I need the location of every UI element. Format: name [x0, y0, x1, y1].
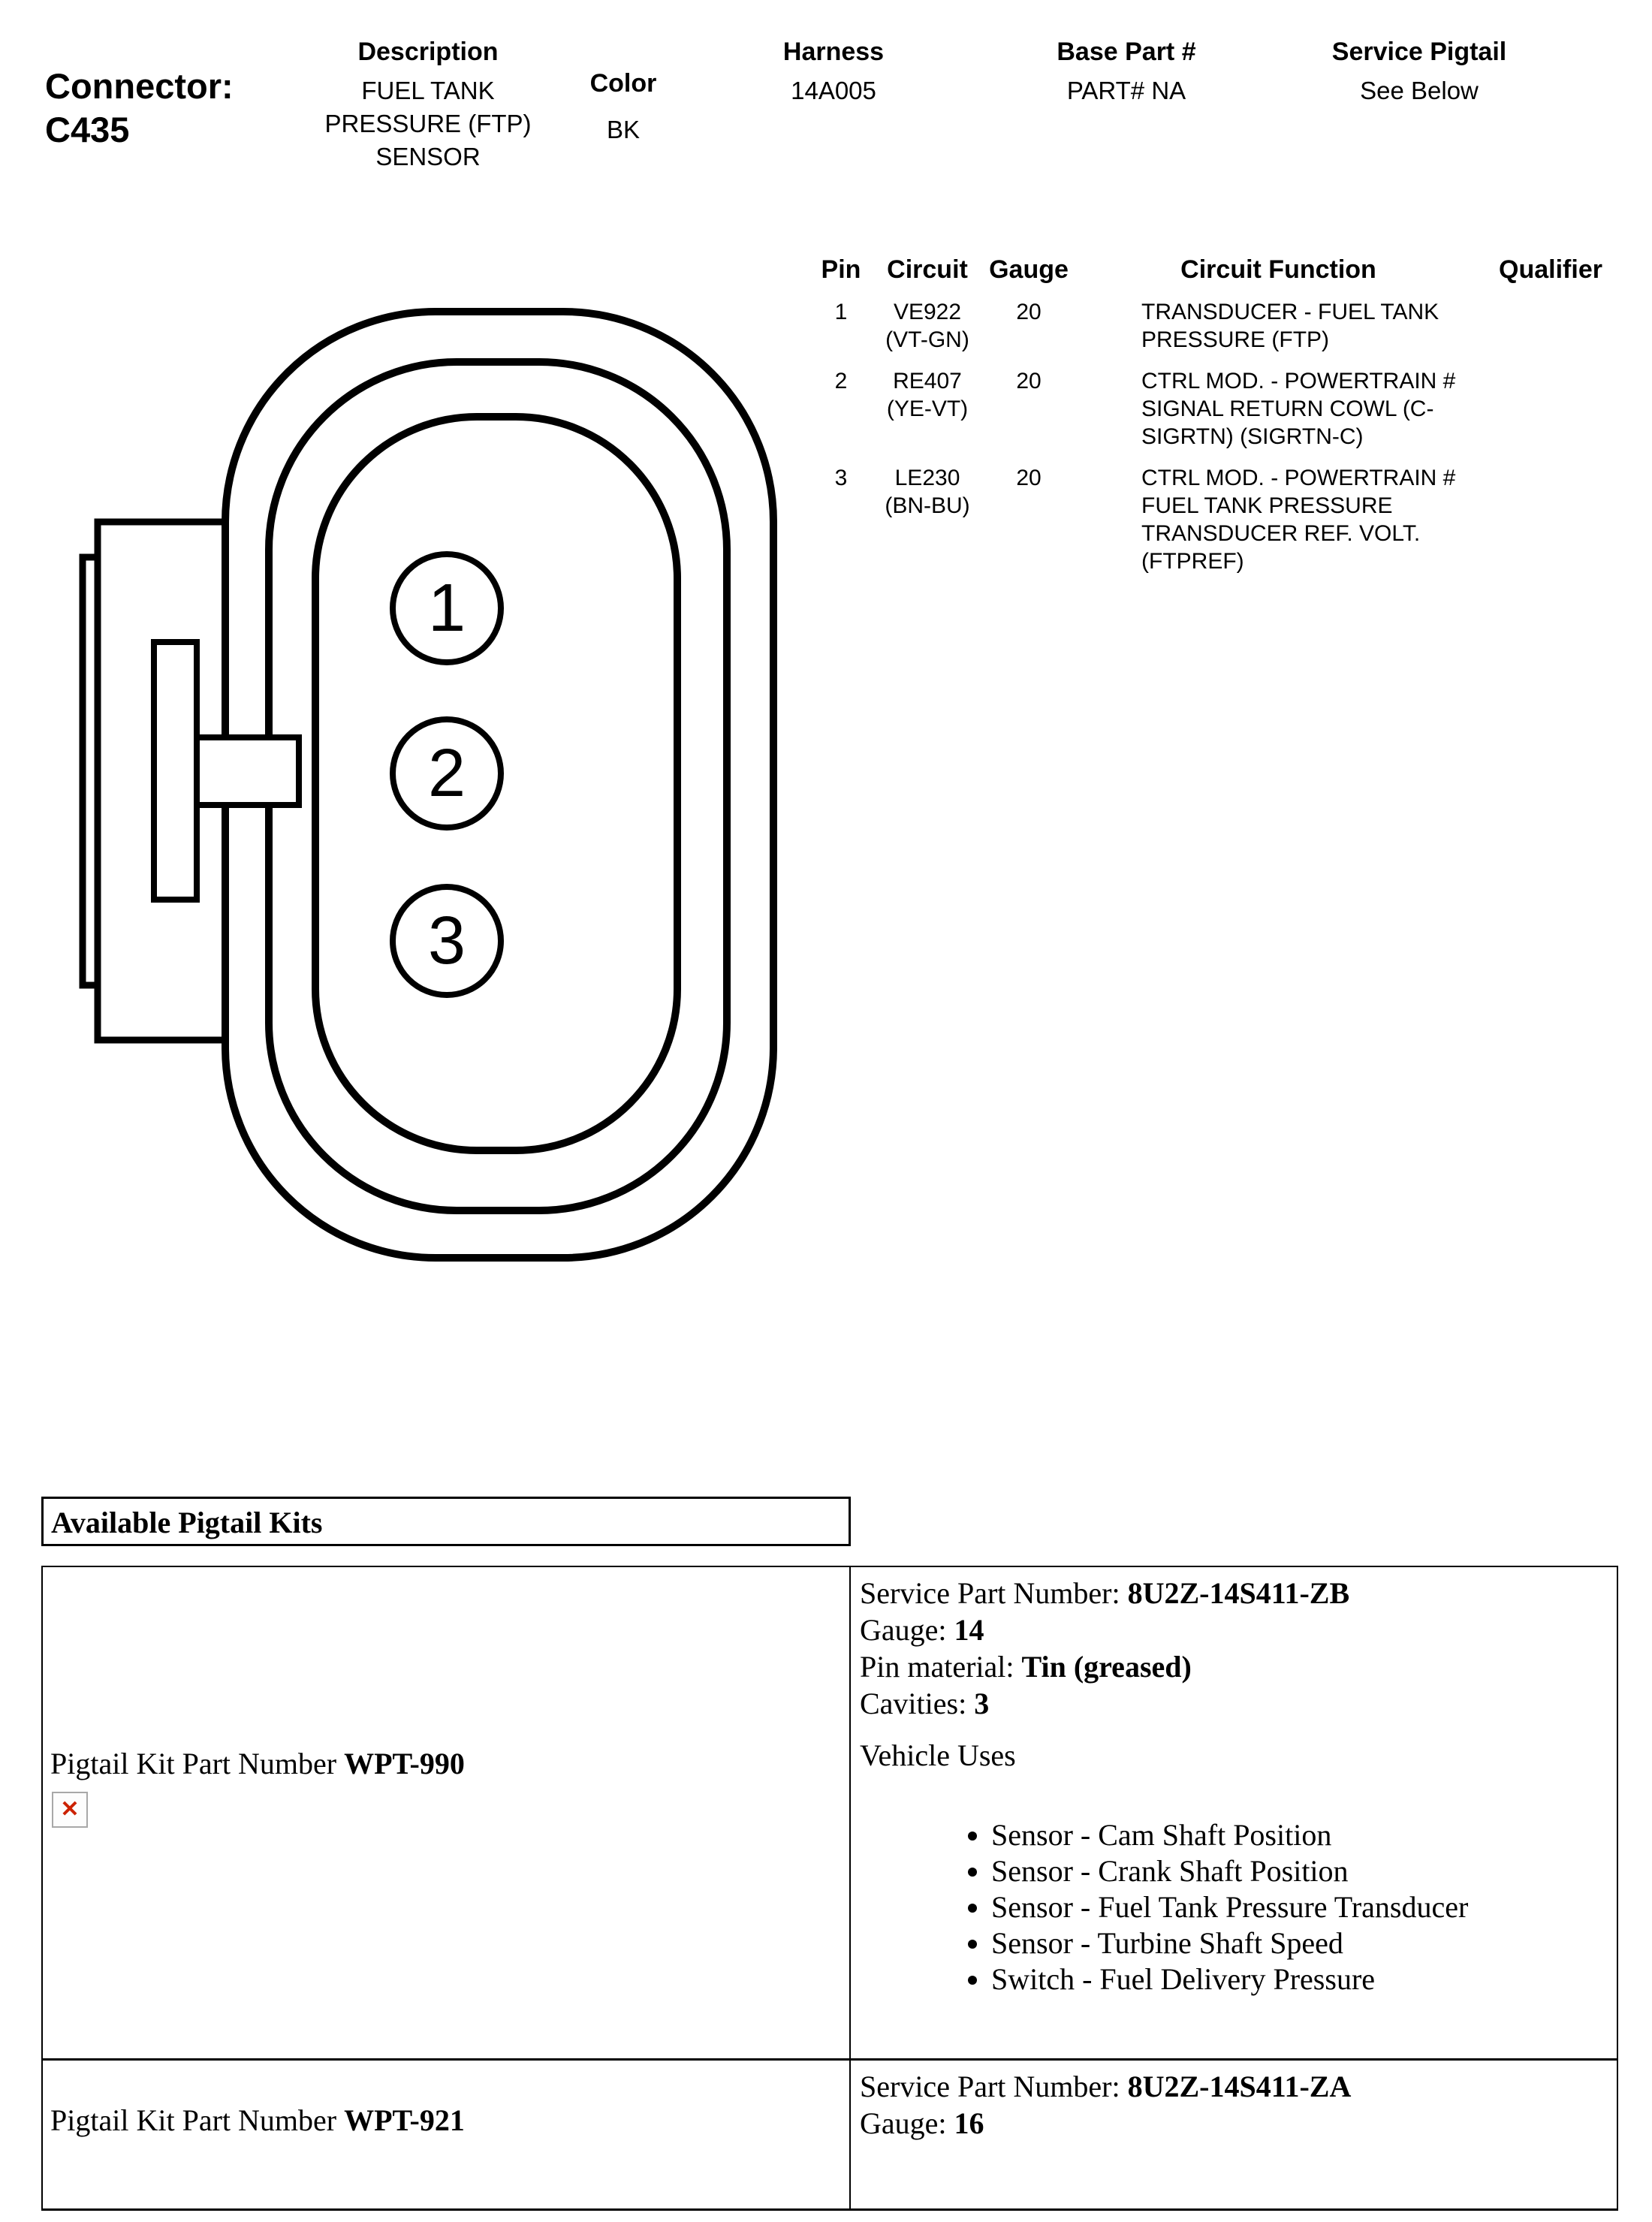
pigtail-kit-details: [851, 1567, 1617, 2058]
pin-3-label: 3: [427, 903, 466, 978]
gauge-value: 20: [1016, 466, 1042, 490]
pin-number: 2: [834, 369, 848, 393]
pigtail-kit-row: [43, 2061, 1617, 2211]
available-pigtail-kits-title: Available Pigtail Kits: [41, 1497, 851, 1546]
circuit-id: RE407: [893, 369, 962, 393]
header-col-description: [319, 38, 537, 173]
color-value: BK: [606, 116, 641, 143]
harness-label: Harness: [782, 38, 885, 66]
connector-diagram: [75, 289, 796, 1273]
lock-slot-vertical: [154, 642, 197, 900]
header-col-base-part: [1021, 38, 1231, 107]
circuit-color-code: (YE-VT): [886, 396, 969, 421]
connector-label: Connector:: [45, 66, 234, 106]
vehicle-use-item: • Switch - Fuel Delivery Pressure: [991, 1961, 1602, 1997]
cavities-value: 3: [974, 1687, 990, 1720]
base-part-value: PART# NA: [1066, 77, 1186, 104]
service-part-number-value: 8U2Z-14S411-ZA: [1127, 2070, 1352, 2103]
pigtail-kit-part-number: [50, 1746, 465, 1828]
description-label: Description: [357, 38, 499, 66]
header-col-color: [559, 69, 687, 146]
pin-table-row: [815, 464, 1618, 575]
pigtail-kit-part-value: WPT-990: [344, 1747, 465, 1780]
circuit-header: Circuit: [887, 255, 968, 284]
pigtail-kit-part-number: [50, 2103, 465, 2138]
service-pigtail-label: Service Pigtail: [1331, 38, 1507, 66]
circuit-function: CTRL MOD. - POWERTRAIN # FUEL TANK PRESSURE TRANSDUCER REF. VOLT. (FTPREF): [1141, 466, 1456, 574]
vehicle-use-item: • Sensor - Cam Shaft Position: [991, 1817, 1602, 1853]
harness-value: 14A005: [791, 77, 876, 104]
connector-face-svg: [75, 289, 796, 1273]
circuit-cell: [867, 367, 987, 423]
circuit-id: LE230: [894, 466, 960, 490]
base-part-label: Base Part #: [1057, 38, 1196, 66]
pin-number: 3: [834, 466, 848, 490]
vehicle-use-item: • Sensor - Turbine Shaft Speed: [991, 1925, 1602, 1961]
broken-image-icon: [52, 1792, 88, 1828]
pin-table-header: [815, 255, 1618, 285]
gauge-label: Gauge:: [860, 2106, 947, 2140]
circuit-color-code: (VT-GN): [885, 327, 969, 352]
connector-id: C435: [45, 110, 130, 149]
gauge-label: Gauge:: [860, 1613, 947, 1647]
service-part-number-label: Service Part Number:: [860, 2070, 1120, 2103]
pigtail-kit-part-value: WPT-921: [344, 2103, 465, 2137]
circuit-function: TRANSDUCER - FUEL TANK PRESSURE (FTP): [1141, 300, 1439, 352]
header-col-service-pigtail: [1299, 38, 1539, 107]
gauge-value: 20: [1016, 369, 1042, 393]
circuit-cell: [867, 464, 987, 520]
connector-title: [45, 65, 234, 152]
broken-image-x-glyph: ✕: [60, 1797, 80, 1822]
pin-table-row: [815, 367, 1618, 451]
pin-material-label: Pin material:: [860, 1650, 1014, 1684]
service-part-number-label: Service Part Number:: [860, 1576, 1120, 1610]
description-value: FUEL TANK PRESSURE (FTP) SENSOR: [324, 77, 532, 170]
vehicle-use-item: • Sensor - Crank Shaft Position: [991, 1853, 1602, 1889]
service-pigtail-value: See Below: [1360, 77, 1479, 104]
service-part-number-line: [860, 2068, 1602, 2105]
pin-table: [815, 255, 1618, 575]
circuit-color-code: (BN-BU): [885, 493, 970, 518]
service-part-number-line: [860, 1575, 1602, 1611]
gauge-value: 20: [1016, 300, 1042, 324]
color-label: Color: [589, 69, 657, 98]
circuit-cell: [867, 298, 987, 354]
pin-table-row: [815, 298, 1618, 354]
circuit-function-header: Circuit Function: [1180, 255, 1376, 284]
cavities-label: Cavities:: [860, 1687, 967, 1720]
pigtail-kit-part-label: Pigtail Kit Part Number: [50, 1747, 337, 1780]
gauge-value: 16: [954, 2106, 984, 2140]
pin-2-label: 2: [427, 736, 466, 811]
circuit-function: CTRL MOD. - POWERTRAIN # SIGNAL RETURN COWL (C-SIGRTN) (SIGRTN-C): [1141, 369, 1456, 449]
pigtail-kits-table: [41, 1566, 1618, 2211]
vehicle-use-item: • Sensor - Fuel Tank Pressure Transducer: [991, 1889, 1602, 1925]
pin-1-label: 1: [427, 571, 466, 646]
cavities-line: [860, 1685, 1602, 1722]
pin-material-value: Tin (greased): [1021, 1650, 1192, 1684]
header-col-harness: [743, 38, 924, 107]
service-part-number-value: 8U2Z-14S411-ZB: [1127, 1576, 1350, 1610]
qualifier-header: Qualifier: [1499, 255, 1602, 284]
pin-number: 1: [834, 300, 848, 324]
gauge-line: [860, 1611, 1602, 1648]
pigtail-kit-cell: [43, 1567, 851, 2058]
gauge-value: 14: [954, 1613, 984, 1647]
gauge-line: [860, 2105, 1602, 2142]
pin-material-line: [860, 1648, 1602, 1685]
pigtail-kit-cell: [43, 2061, 851, 2208]
pigtail-kit-details: [851, 2061, 1617, 2208]
vehicle-uses-list: [860, 1817, 1602, 1997]
pigtail-kit-row: [43, 1567, 1617, 2061]
vehicle-uses-title: Vehicle Uses: [860, 1738, 1016, 1772]
circuit-id: VE922: [893, 300, 962, 324]
pigtail-kit-part-label: Pigtail Kit Part Number: [50, 2103, 337, 2137]
gauge-header: Gauge: [989, 255, 1069, 284]
lock-slot-stem: [197, 737, 299, 805]
pin-header: Pin: [821, 255, 861, 284]
